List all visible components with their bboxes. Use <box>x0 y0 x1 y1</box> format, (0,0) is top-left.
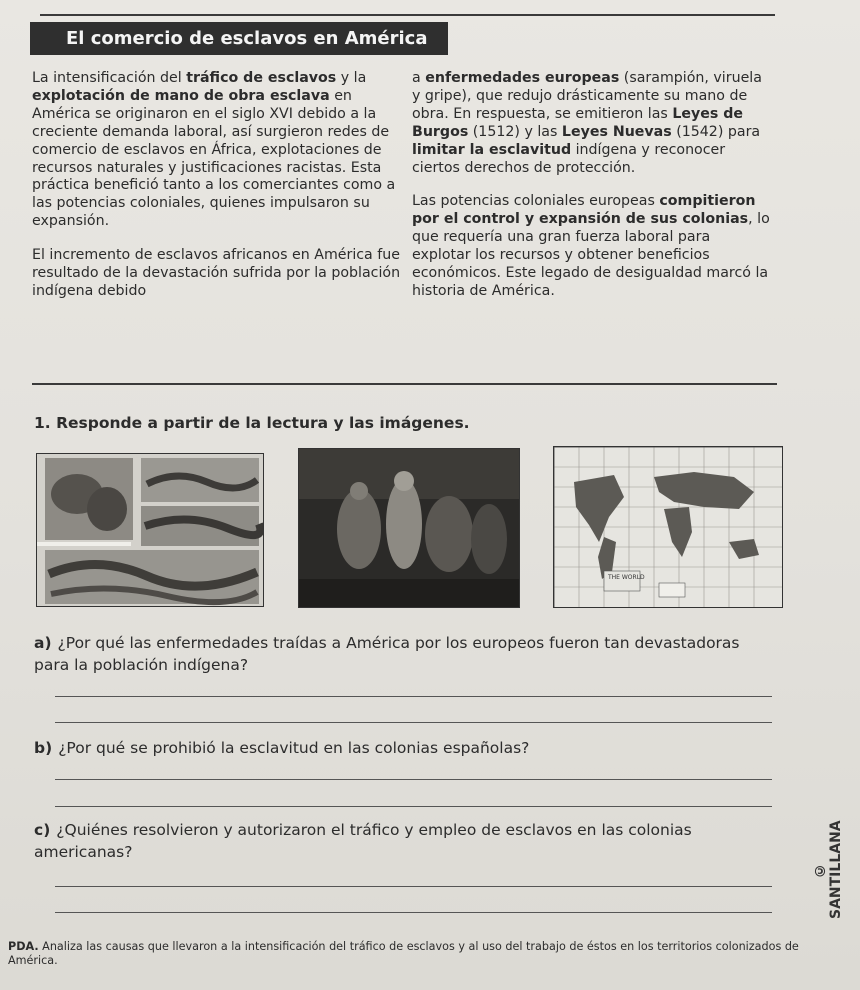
question-c <box>34 819 774 863</box>
question-a <box>34 632 774 676</box>
world-map-image <box>553 446 783 608</box>
answer-line-a1[interactable] <box>55 696 772 697</box>
world-map-illustration <box>554 447 783 608</box>
pda-text: Analiza las causas que llevaron a la intensificación del tráfico de esclavos y al uso del trabajo de éstos en los territorios colonizados de América. <box>8 940 799 967</box>
question-b <box>34 737 774 759</box>
publisher-brand: © SANTILLANA <box>812 820 844 920</box>
answer-line-b2[interactable] <box>55 806 772 807</box>
map-label: THE WORLD <box>608 574 645 581</box>
historical-painting-image <box>298 448 520 608</box>
reading-right-column <box>412 70 772 317</box>
question-c-label: c) <box>34 821 51 839</box>
reading-divider <box>32 383 777 385</box>
slave-ship-engraving-image <box>36 453 264 607</box>
question-b-text: ¿Por qué se prohibió la esclavitud en las colonias españolas? <box>58 739 530 757</box>
pda-label: PDA. <box>8 940 39 953</box>
section-title: El comercio de esclavos en América <box>30 22 448 55</box>
reading-left-column <box>32 70 402 317</box>
question-c-text: ¿Quiénes resolvieron y autorizaron el tráfico y empleo de esclavos en las colonias americanas? <box>34 821 692 861</box>
right-paragraph-2: Las potencias coloniales europeas compitieron por el control y expansión de sus colonias, lo que requería una gran fuerza laboral para explotar los recursos y obtener beneficios económicos. Este legado de desigualdad marcó la historia de América. <box>412 193 770 299</box>
engraving-illustration <box>37 454 264 607</box>
answer-line-c2[interactable] <box>55 912 772 913</box>
top-rule <box>40 14 775 16</box>
right-paragraph-1: a enfermedades europeas (sarampión, viruela y gripe), que redujo drásticamente su mano de obra. En respuesta, se emitieron las Leyes de Burgos (1512) y las Leyes Nuevas (1542) para limitar la esclavitud indígena y reconocer ciertos derechos de protección. <box>412 70 762 176</box>
left-paragraph-2: El incremento de esclavos africanos en América fue resultado de la devastación sufrida por la población indígena debido <box>32 247 401 299</box>
left-paragraph-1: La intensificación del tráfico de esclavos y la explotación de mano de obra esclava en América se originaron en el siglo XVI debido a la creciente demanda laboral, así surgieron redes de comercio de esclavos en África, explotaciones de recursos naturales y justificaciones racistas. Esta práctica benefició tanto a los comerciantes como a las potencias coloniales, quienes impulsaron su expansión. <box>32 70 396 230</box>
answer-line-c1[interactable] <box>55 886 772 887</box>
answer-line-a2[interactable] <box>55 722 772 723</box>
question-a-label: a) <box>34 634 52 652</box>
activity-instruction: 1. Responde a partir de la lectura y las imágenes. <box>34 414 470 432</box>
question-a-text: ¿Por qué las enfermedades traídas a América por los europeos fueron tan devastadoras para la población indígena? <box>34 634 740 674</box>
pda-footer <box>8 940 848 967</box>
question-b-label: b) <box>34 739 53 757</box>
answer-line-b1[interactable] <box>55 779 772 780</box>
painting-illustration <box>299 449 520 608</box>
